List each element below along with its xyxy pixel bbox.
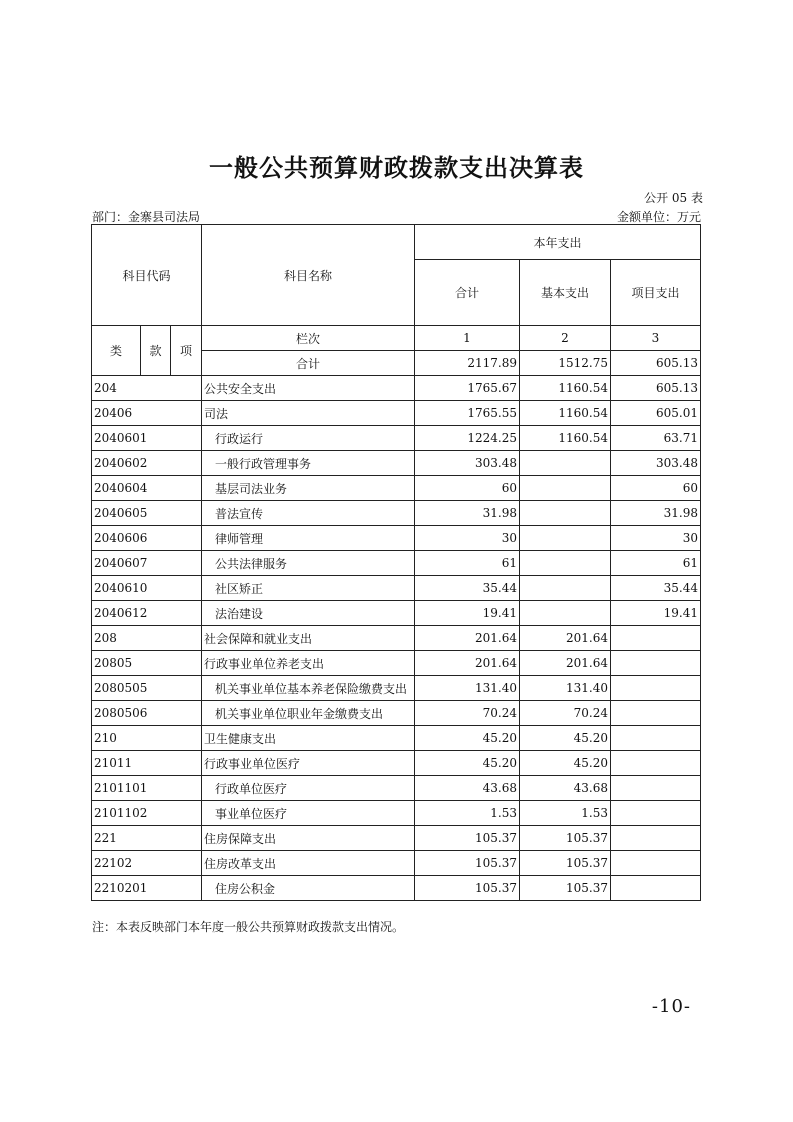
row-code: 2040602 [92, 451, 202, 476]
row-basic: 1160.54 [520, 401, 611, 426]
header-subject-code: 科目代码 [92, 225, 202, 326]
sum-project: 605.13 [611, 351, 701, 376]
header-current-year: 本年支出 [415, 225, 701, 260]
row-name: 公共法律服务 [202, 551, 415, 576]
row-name: 基层司法业务 [202, 476, 415, 501]
row-code: 210 [92, 726, 202, 751]
row-name: 住房公积金 [202, 876, 415, 901]
table-row [92, 526, 701, 551]
row-code: 221 [92, 826, 202, 851]
table-row [92, 501, 701, 526]
sum-basic: 1512.75 [520, 351, 611, 376]
row-basic [520, 526, 611, 551]
header-subject-name: 科目名称 [202, 225, 415, 326]
row-total: 1224.25 [415, 426, 520, 451]
row-basic: 131.40 [520, 676, 611, 701]
table-row [92, 676, 701, 701]
row-basic: 1160.54 [520, 426, 611, 451]
row-name: 一般行政管理事务 [202, 451, 415, 476]
row-name: 社会保障和就业支出 [202, 626, 415, 651]
header-xiang: 项 [171, 326, 202, 376]
row-name: 律师管理 [202, 526, 415, 551]
table-row [92, 851, 701, 876]
table-row [92, 826, 701, 851]
row-basic: 201.64 [520, 651, 611, 676]
table-row [92, 651, 701, 676]
row-project [611, 826, 701, 851]
row-project [611, 751, 701, 776]
table-row [92, 426, 701, 451]
row-name: 行政事业单位养老支出 [202, 651, 415, 676]
row-project [611, 701, 701, 726]
amount-unit-label: 金额单位：万元 [616, 210, 701, 224]
row-project [611, 851, 701, 876]
row-basic: 105.37 [520, 826, 611, 851]
row-total: 131.40 [415, 676, 520, 701]
row-basic: 1160.54 [520, 376, 611, 401]
row-total: 1.53 [415, 801, 520, 826]
footnote: 注：本表反映部门本年度一般公共预算财政拨款支出情况。 [92, 920, 405, 934]
row-basic [520, 476, 611, 501]
row-project: 60 [611, 476, 701, 501]
row-code: 2040612 [92, 601, 202, 626]
row-code: 2210201 [92, 876, 202, 901]
row-basic: 105.37 [520, 851, 611, 876]
row-name: 卫生健康支出 [202, 726, 415, 751]
row-name: 普法宣传 [202, 501, 415, 526]
column-index-3: 3 [611, 326, 701, 351]
row-project: 63.71 [611, 426, 701, 451]
row-code: 2040604 [92, 476, 202, 501]
row-total: 105.37 [415, 826, 520, 851]
table-row [92, 876, 701, 901]
row-total: 45.20 [415, 751, 520, 776]
row-project: 19.41 [611, 601, 701, 626]
table-row [92, 751, 701, 776]
row-code: 21011 [92, 751, 202, 776]
row-total: 45.20 [415, 726, 520, 751]
row-project: 303.48 [611, 451, 701, 476]
row-code: 2080505 [92, 676, 202, 701]
table-row [92, 626, 701, 651]
row-total: 201.64 [415, 626, 520, 651]
row-name: 事业单位医疗 [202, 801, 415, 826]
row-basic: 45.20 [520, 726, 611, 751]
row-project: 605.13 [611, 376, 701, 401]
row-project [611, 801, 701, 826]
row-name: 行政事业单位医疗 [202, 751, 415, 776]
form-number: 公开 05 表 [644, 191, 703, 205]
row-project: 31.98 [611, 501, 701, 526]
row-basic [520, 501, 611, 526]
column-index-2: 2 [520, 326, 611, 351]
table-row [92, 401, 701, 426]
row-name: 行政运行 [202, 426, 415, 451]
row-name: 司法 [202, 401, 415, 426]
row-code: 2040601 [92, 426, 202, 451]
row-name: 机关事业单位基本养老保险缴费支出 [202, 676, 415, 701]
row-total: 60 [415, 476, 520, 501]
row-project [611, 626, 701, 651]
row-code: 20406 [92, 401, 202, 426]
row-basic [520, 576, 611, 601]
row-code: 204 [92, 376, 202, 401]
row-name: 公共安全支出 [202, 376, 415, 401]
row-project [611, 876, 701, 901]
table-row [92, 801, 701, 826]
row-name: 机关事业单位职业年金缴费支出 [202, 701, 415, 726]
row-basic: 105.37 [520, 876, 611, 901]
row-basic: 1.53 [520, 801, 611, 826]
row-code: 2040605 [92, 501, 202, 526]
row-total: 201.64 [415, 651, 520, 676]
row-total: 105.37 [415, 876, 520, 901]
row-total: 30 [415, 526, 520, 551]
row-total: 303.48 [415, 451, 520, 476]
header-project: 项目支出 [611, 260, 701, 326]
row-total: 43.68 [415, 776, 520, 801]
row-project: 35.44 [611, 576, 701, 601]
row-code: 20805 [92, 651, 202, 676]
row-name: 行政单位医疗 [202, 776, 415, 801]
sum-label: 合计 [202, 351, 415, 376]
row-project: 605.01 [611, 401, 701, 426]
row-project: 61 [611, 551, 701, 576]
row-name: 住房保障支出 [202, 826, 415, 851]
row-total: 35.44 [415, 576, 520, 601]
column-index-1: 1 [415, 326, 520, 351]
row-project: 30 [611, 526, 701, 551]
row-project [611, 676, 701, 701]
column-index-label: 栏次 [202, 326, 415, 351]
row-basic: 45.20 [520, 751, 611, 776]
table-row [92, 476, 701, 501]
header-total: 合计 [415, 260, 520, 326]
sum-total: 2117.89 [415, 351, 520, 376]
page-number: -10- [651, 996, 691, 1017]
row-total: 70.24 [415, 701, 520, 726]
row-code: 22102 [92, 851, 202, 876]
row-basic [520, 551, 611, 576]
table-row [92, 551, 701, 576]
page-title: 一般公共预算财政拨款支出决算表 [209, 154, 584, 182]
row-basic [520, 451, 611, 476]
row-code: 2080506 [92, 701, 202, 726]
row-project [611, 776, 701, 801]
row-total: 1765.67 [415, 376, 520, 401]
row-total: 61 [415, 551, 520, 576]
row-basic: 201.64 [520, 626, 611, 651]
row-total: 105.37 [415, 851, 520, 876]
row-total: 31.98 [415, 501, 520, 526]
row-code: 2040610 [92, 576, 202, 601]
table-body [92, 225, 701, 901]
row-name: 社区矫正 [202, 576, 415, 601]
expenditure-table [91, 224, 701, 901]
row-code: 208 [92, 626, 202, 651]
row-project [611, 726, 701, 751]
table-row [92, 701, 701, 726]
table-row [92, 451, 701, 476]
row-code: 2040607 [92, 551, 202, 576]
row-code: 2040606 [92, 526, 202, 551]
row-total: 1765.55 [415, 401, 520, 426]
table-row [92, 776, 701, 801]
row-code: 2101101 [92, 776, 202, 801]
row-basic: 43.68 [520, 776, 611, 801]
row-project [611, 651, 701, 676]
row-basic: 70.24 [520, 701, 611, 726]
department-label: 部门：金寨县司法局 [92, 210, 201, 224]
header-kuan: 款 [141, 326, 171, 376]
header-basic: 基本支出 [520, 260, 611, 326]
row-name: 住房改革支出 [202, 851, 415, 876]
row-basic [520, 601, 611, 626]
table-row [92, 576, 701, 601]
table-row [92, 601, 701, 626]
header-lei: 类 [92, 326, 141, 376]
row-name: 法治建设 [202, 601, 415, 626]
table-row [92, 376, 701, 401]
table-row [92, 726, 701, 751]
row-total: 19.41 [415, 601, 520, 626]
row-code: 2101102 [92, 801, 202, 826]
